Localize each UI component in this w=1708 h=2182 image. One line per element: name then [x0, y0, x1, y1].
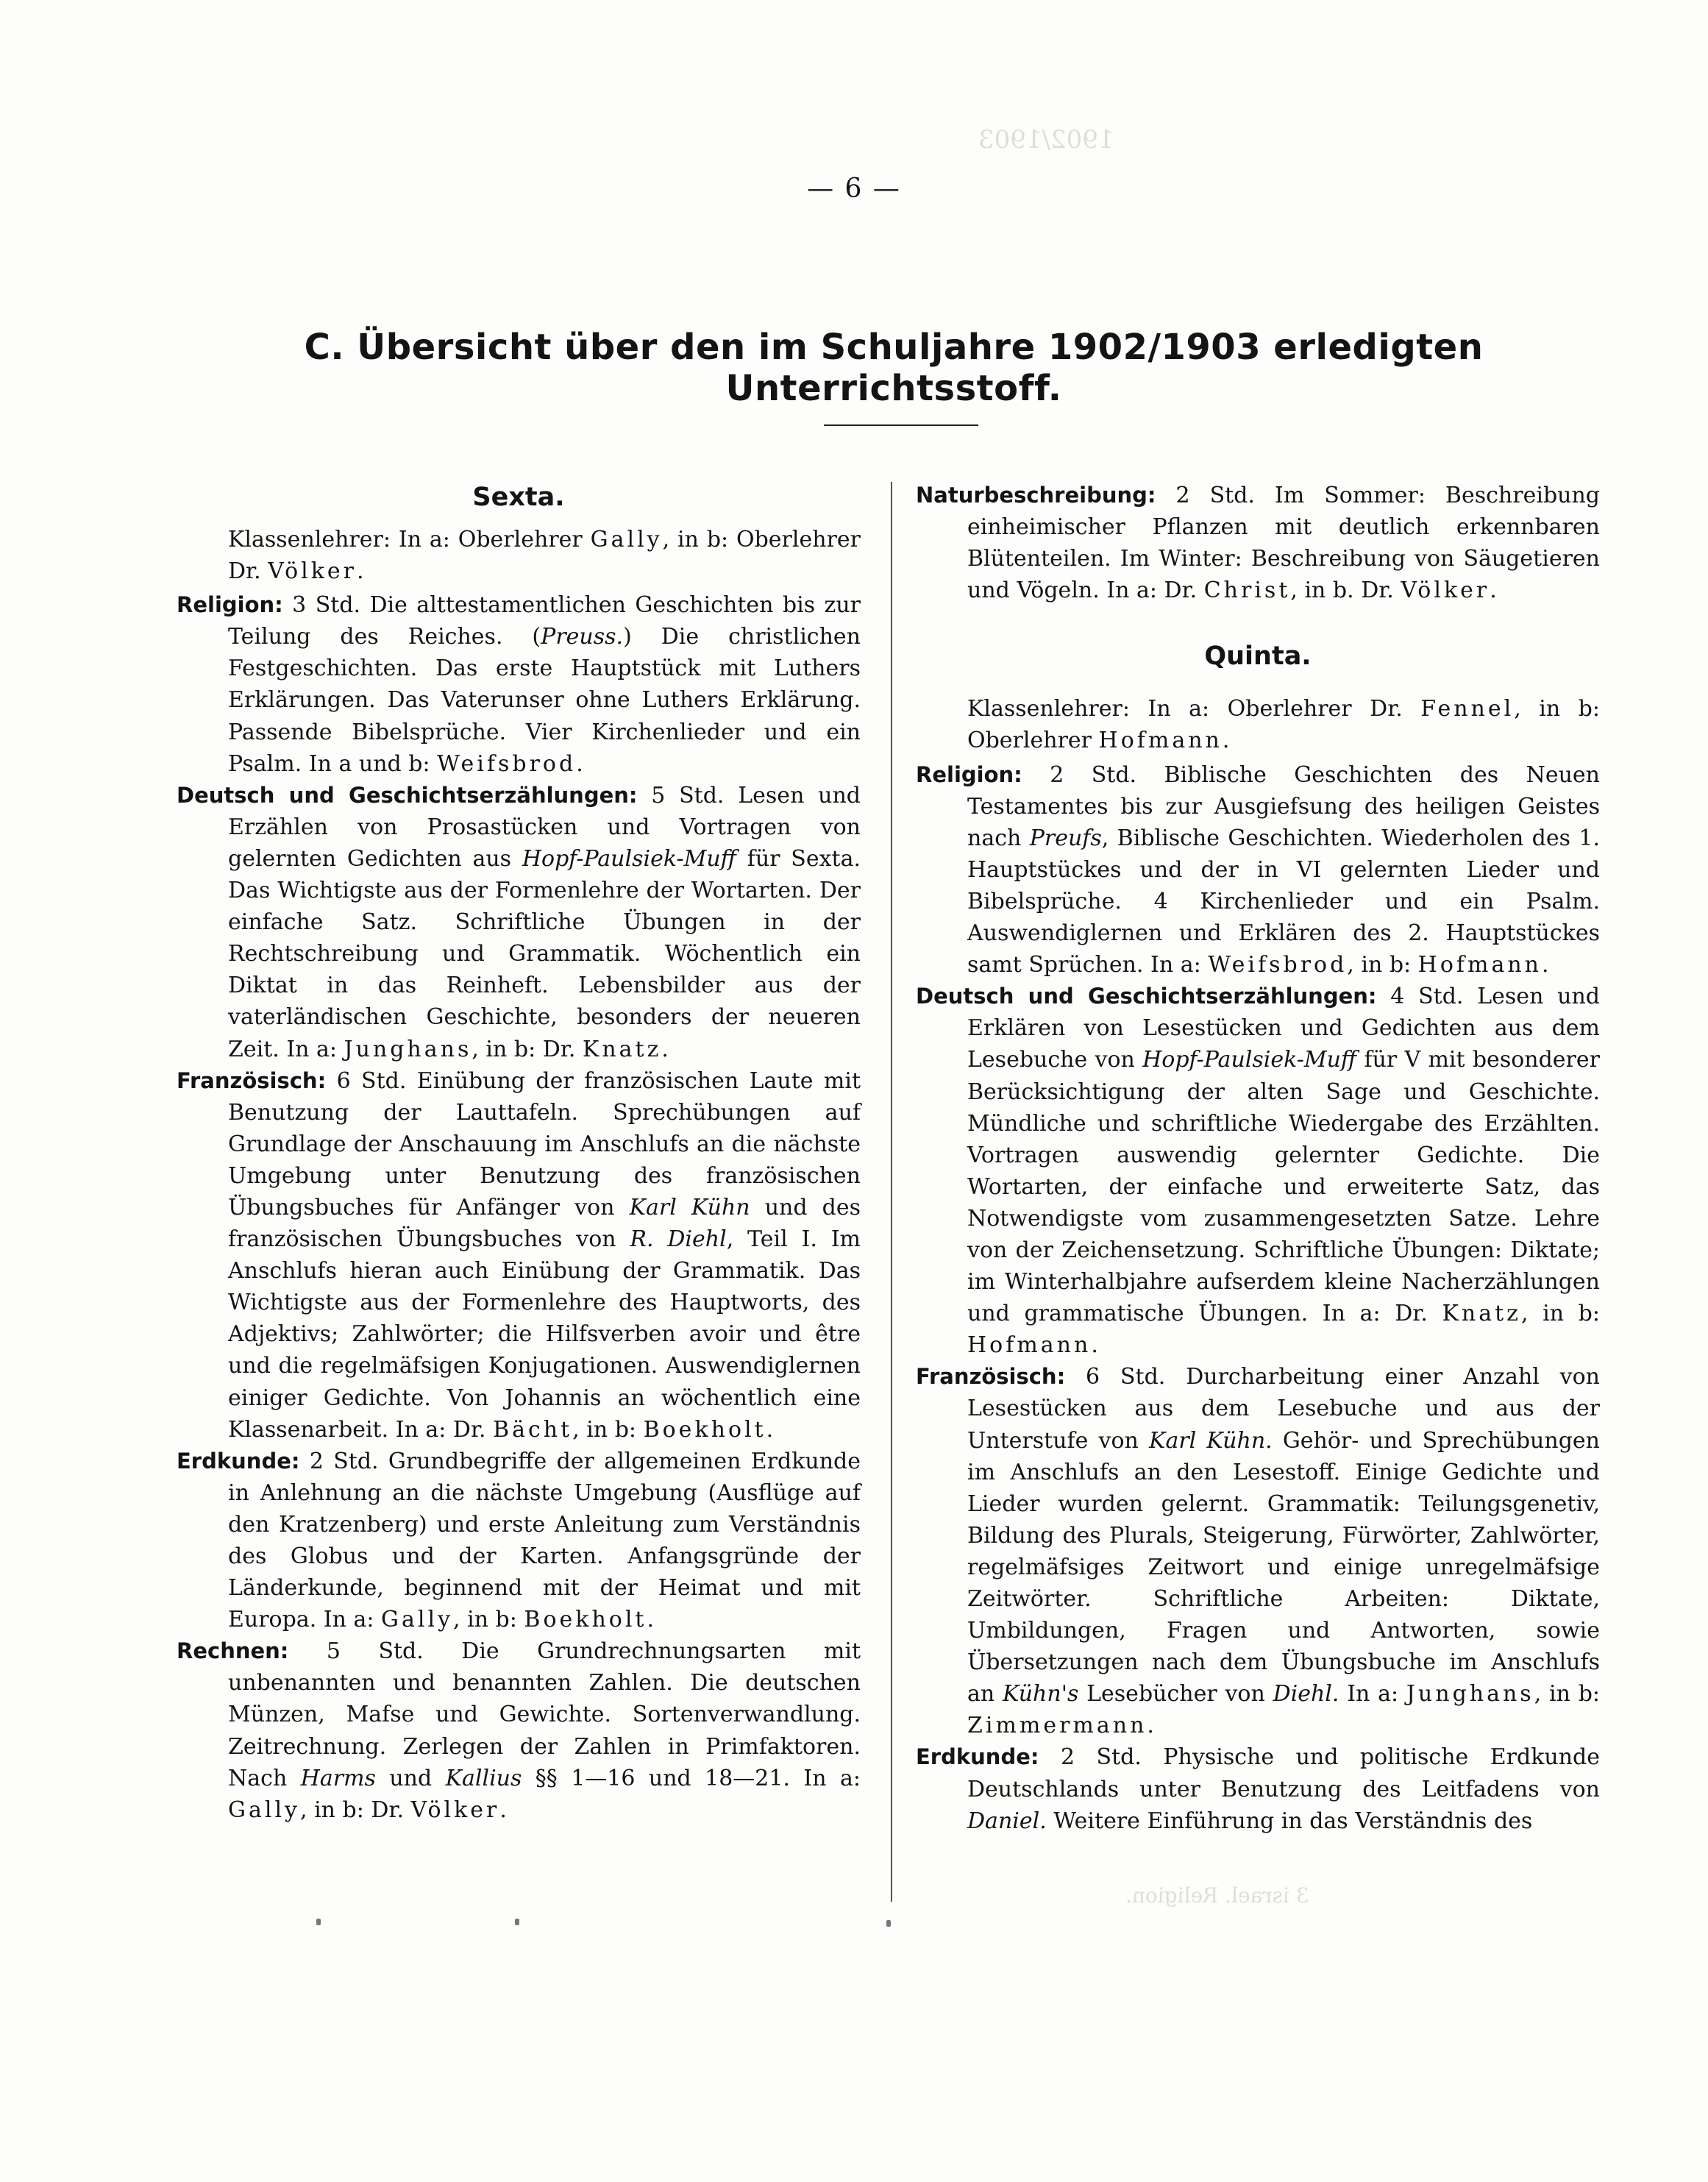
section-title-sexta: Sexta.: [472, 483, 565, 512]
subject-label: Französisch:: [177, 1067, 327, 1093]
sexta-rechnen: Rechnen: 5 Std. Die Grundrechnungsarten mit unbenannten und benannten Zahlen. Die deutschen Münzen, Mafse und Gewichte. Sortenverwandlung. Zeitrechnung. Zerlegen der Zahlen in Primfaktoren. Nach Harms und Kallius §§ 1—16 und 18—21. In a: Gally, in b: Dr. Völker.: [177, 1638, 861, 1823]
bleed-through-mark: 3 israel. Religion.: [1125, 1883, 1309, 1908]
sexta-franzoesisch: Französisch: 6 Std. Einübung der französischen Laute mit Benutzung der Lauttafeln. Sprechübungen auf Grundlage der Anschauung im Anschlufs an die nächste Umgebung unter Benutzung des französischen Übungsbuches für Anfänger von Karl Kühn und des französischen Übungsbuches von R. Diehl, Teil I. Im Anschlufs hieran auch Einübung der Grammatik. Das Wichtigste aus der Formenlehre des Hauptworts, des Adjektivs; Zahlwörter; die Hilfsverben avoir und être und die regelmäfsigen Konjugationen. Auswendiglernen einiger Gedichte. Von Johannis an wöchentlich eine Klassenarbeit. In a: Dr. Bächt, in b: Boekholt.: [177, 1067, 861, 1443]
sexta-erdkunde: Erdkunde: 2 Std. Grundbegriffe der allgemeinen Erdkunde in Anlehnung an die nächste Umgebung (Ausflüge auf den Kratzenberg) und erste Anleitung zum Verständnis des Globus und der Karten. Anfangsgründe der Länderkunde, beginnend mit der Heimat und mit Europa. In a: Gally, in b: Boekholt.: [177, 1448, 861, 1633]
quinta-erdkunde: Erdkunde: 2 Std. Physische und politische Erdkunde Deutschlands unter Benutzung des Leitfadens von Daniel. Weitere Einführung in das Verständnis des: [916, 1744, 1600, 1834]
right-column: [916, 480, 1600, 1837]
subject-label: Religion:: [177, 592, 283, 618]
page-number: — 6 —: [807, 174, 901, 204]
quinta-franzoesisch: Französisch: 6 Std. Durcharbeitung einer Anzahl von Lesestücken aus dem Lesebuche und aus der Unterstufe von Karl Kühn. Gehör- und Sprechübungen im Anschlufs an den Lesestoff. Einige Gedichte und Lieder wurden gelernt. Grammatik: Teilungsgenetiv, Bildung des Plurals, Steigerung, Fürwörter, Zahlwörter, regelmäfsiges Zeitwort und einige unregelmäfsige Zeitwörter. Schriftliche Arbeiten: Diktate, Umbildungen, Fragen und Antworten, sowie Übersetzungen nach dem Übungsbuche im Anschlufs an Kühn's Lesebücher von Diehl. In a: Junghans, in b: Zimmermann.: [916, 1364, 1601, 1739]
quinta-religion: Religion: 2 Std. Biblische Geschichten des Neuen Testamentes bis zur Ausgiefsung des heiligen Geistes nach Preufs, Biblische Geschichten. Wiederholen des 1. Hauptstückes und der in VI gelernten Lieder und Bibelsprüche. 4 Kirchenlieder und ein Psalm. Auswendiglernen und Erklären des 2. Hauptstückes samt Sprüchen. In a: Weifsbrod, in b: Hofmann.: [916, 761, 1600, 978]
subject-label: Religion:: [916, 761, 1022, 787]
subject-label: Deutsch und Geschichtserzählungen:: [177, 782, 638, 808]
sexta-deutsch: Deutsch und Geschichtserzählungen: 5 Std. Lesen und Erzählen von Prosastücken und Vortragen von gelernten Gedichten aus Hopf-Paulsiek-Muff für Sexta. Das Wichtigste aus der Formenlehre der Wortarten. Der einfache Satz. Schriftliche Übungen in der Rechtschreibung und Grammatik. Wöchentlich ein Diktat in das Reinheft. Lebensbilder aus der vaterländischen Geschichte, besonders der neueren Zeit. In a: Junghans, in b: Dr. Knatz.: [177, 782, 861, 1062]
subject-label: Rechnen:: [177, 1638, 289, 1664]
page-title: C. Übersicht über den im Schuljahre 1902/1903 erledigten Unterrichtsstoff.: [304, 327, 1484, 409]
quinta-deutsch: Deutsch und Geschichtserzählungen: 4 Std. Lesen und Erklären von Lesestücken und Gedichten aus dem Lesebuche von Hopf-Paulsiek-Muff für V mit besonderer Berücksichtigung der alten Sage und Geschichte. Mündliche und schriftliche Wiedergabe des Erzählten. Vortragen auswendig gelernter Gedichte. Die Wortarten, der einfache und erweiterte Satz, das Notwendigste vom zusammengesetzten Satze. Lehre von der Zeichensetzung. Schriftliche Übungen: Diktate; im Winterhalbjahre aufserdem kleine Nacherzählungen und grammatische Übungen. In a: Dr. Knatz, in b: Hofmann.: [916, 984, 1600, 1359]
sexta-naturbeschreibung: Naturbeschreibung: 2 Std. Im Sommer: Beschreibung einheimischer Pflanzen mit deutlich erkennbaren Blütenteilen. Im Winter: Beschreibung von Säugetieren und Vögeln. In a: Dr. Christ, in b. Dr. Völker.: [916, 483, 1600, 604]
subject-label: Erdkunde:: [916, 1744, 1039, 1770]
bleed-through-mark: 1902/1903: [978, 125, 1114, 154]
subject-label: Deutsch und Geschichtserzählungen:: [916, 984, 1377, 1009]
scan-speck: [886, 1920, 891, 1927]
scan-speck: [515, 1919, 519, 1925]
subject-label: Französisch:: [916, 1364, 1066, 1390]
subject-label: Naturbeschreibung:: [916, 483, 1156, 508]
quinta-klassenlehrer: Klassenlehrer: In a: Oberlehrer Dr. Fennel, in b: Oberlehrer Hofmann.: [967, 696, 1600, 754]
section-title-quinta: Quinta.: [1204, 642, 1312, 672]
scan-speck: [316, 1919, 321, 1925]
column-divider: [891, 482, 892, 1902]
left-column: [177, 480, 861, 1826]
title-rule: [824, 424, 978, 426]
subject-label: Erdkunde:: [177, 1448, 300, 1474]
sexta-klassenlehrer: Klassenlehrer: In a: Oberlehrer Gally, in b: Oberlehrer Dr. Völker.: [228, 527, 861, 585]
sexta-religion: Religion: 3 Std. Die alttestamentlichen Geschichten bis zur Teilung des Reiches. (Preuss.) Die christlichen Festgeschichten. Das erste Hauptstück mit Luthers Erklärungen. Das Vaterunser ohne Luthers Erklärung. Passende Bibelsprüche. Vier Kirchenlieder und ein Psalm. In a und b: Weifsbrod.: [177, 592, 861, 777]
